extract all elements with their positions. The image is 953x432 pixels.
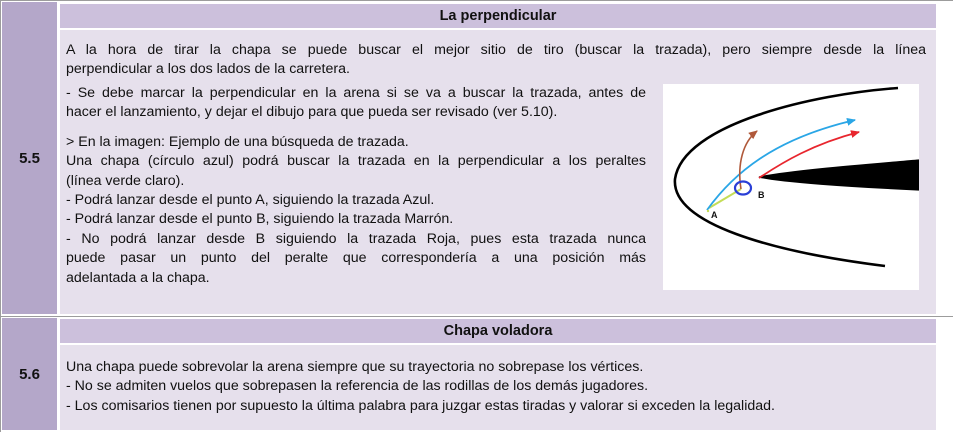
text-line: - No podrá lanzar desde B siguiendo la trazada Roja, pues esta trazada nunca: [66, 230, 646, 247]
text-line: Una chapa (círculo azul) podrá buscar la trazada en la perpendicular a los peraltes: [66, 153, 646, 170]
point-a-label: A: [711, 210, 718, 220]
text-line: - Se debe marcar la perpendicular en la arena si se va a buscar la trazada, antes de: [66, 85, 646, 101]
section-number: 5.5: [19, 149, 40, 167]
intro-paragraph: [66, 41, 926, 80]
text-line: puede pasar un punto del peralte que correspondería a una posición más: [66, 250, 646, 267]
text-line: adelantada a la chapa.: [66, 269, 210, 286]
text-line: A la hora de tirar la chapa se puede buscar el mejor sitio de tiro (buscar la trazada), pero siempre desde la línea: [66, 42, 926, 58]
section-number: 5.6: [19, 365, 40, 383]
text-line: perpendicular a los dos lados de la carretera.: [66, 61, 350, 78]
section-number-cell: [2, 318, 57, 430]
text-line: - Los comisarios tienen por supuesto la última palabra para juzgar estas tiradas y valorar si exceden la legalidad.: [66, 397, 775, 414]
section-title-text: La perpendicular: [439, 8, 557, 24]
section-title: [60, 4, 936, 28]
chip-circle: [735, 182, 751, 195]
text-line: > En la imagen: Ejemplo de una búsqueda de trazada.: [66, 133, 409, 150]
text-line: - No se admiten vuelos que sobrepasen la referencia de las rodillas de los demás jugadores.: [66, 378, 649, 395]
text-line: Una chapa puede sobrevolar la arena siempre que su trayectoria no sobrepase los vértices.: [66, 359, 644, 375]
point-b-label: B: [758, 190, 765, 200]
trajectory-figure: [663, 84, 919, 290]
left-paragraph: [66, 84, 646, 288]
section-number-cell: [2, 2, 57, 314]
inner-road-edge: [759, 160, 919, 190]
text-line: hacer el lanzamiento, y dejar el dibujo para que pueda ser revisado (ver 5.10).: [66, 104, 558, 121]
text-line: - Podrá lanzar desde el punto B, siguiendo la trazada Marrón.: [66, 211, 454, 228]
brown-trajectory: [740, 131, 757, 189]
text-line: (línea verde claro).: [66, 172, 185, 189]
section-title: [60, 319, 936, 343]
trajectory-diagram: [663, 84, 919, 290]
section-title-text: Chapa voladora: [443, 323, 553, 339]
section-paragraph: [66, 358, 926, 416]
text-line: - Podrá lanzar desde el punto A, siguiendo la trazada Azul.: [66, 192, 435, 209]
